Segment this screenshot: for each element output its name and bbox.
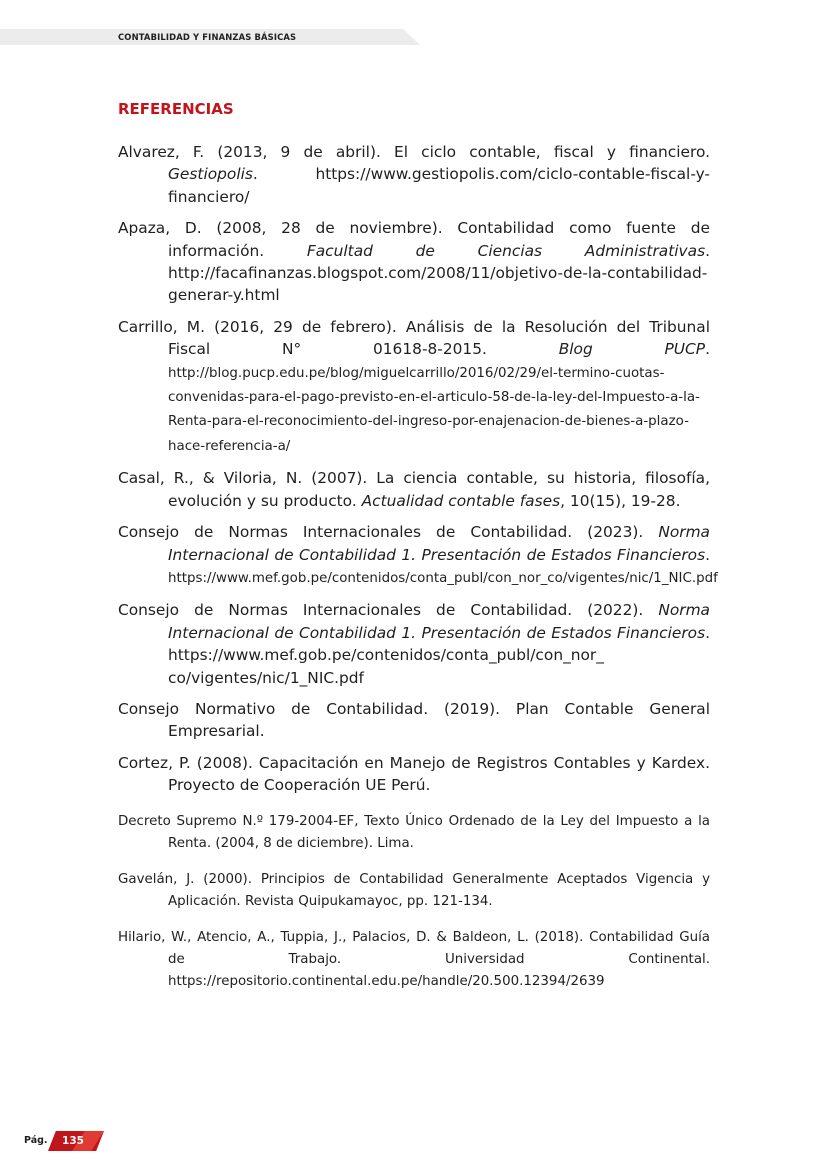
section-title: REFERENCIAS [118,100,234,118]
reference-hilario: Hilario, W., Atencio, A., Tuppia, J., Palacios, D. & Baldeon, L. (2018). Contabilidad Guía de Trabajo. Universidad Continental. https://repositorio.continental.edu.pe/handle/20.500.12394/2639 [118,929,710,989]
page-number-badge [48,1131,104,1151]
reference-gavelan: Gavelán, J. (2000). Principios de Contabilidad Generalmente Aceptados Vigencia y Aplicación. Revista Quipukamayoc, pp. 121-134. [118,871,710,909]
reference-url: http://blog.pucp.edu.pe/blog/miguelcarrillo/2016/02/29/el-termino-cuotas-convenidas-para-el-pago-previsto-en-el-articulo-58-de-la-ley-del-Impuesto-a-la-Renta-para-el-reconocimiento-del-ingreso-por-enajenacion-de-bienes-a-plazo-hace-referencia-a/ [168,365,700,454]
reference-consejo-nic-2022: Consejo de Normas Internacionales de Contabilidad. (2022). Norma Internacional de Contabilidad 1. Presentación de Estados Financieros. https://www.mef.gob.pe/contenidos/conta_publ/con_nor_ co/vigentes/nic/1_NIC.pdf [118,601,710,687]
reference-url: https://repositorio.continental.edu.pe/handle/20.500.12394/2639 [168,973,605,989]
page-number: 135 [62,1135,84,1147]
reference-url: https://www.mef.gob.pe/contenidos/conta_publ/con_nor_co/vigentes/nic/1_NIC.pdf [168,570,718,586]
reference-consejo-nic-2023: Consejo de Normas Internacionales de Contabilidad. (2023). Norma Internacional de Contabilidad 1. Presentación de Estados Financieros. https://www.mef.gob.pe/contenidos/conta_publ/con_nor_co/vigentes/nic/1_NIC.pdf [118,523,718,586]
reference-carrillo: Carrillo, M. (2016, 29 de febrero). Análisis de la Resolución del Tribunal Fiscal N° 01618-8-2015. Blog PUCP. http://blog.pucp.edu.pe/blog/miguelcarrillo/2016/02/29/el-termino-cuotas-convenidas-para-el-pago-previsto-en-el-articulo-58-de-la-ley-del-Impuesto-a-la-Renta-para-el-reconocimiento-del-ingreso-por-enajenacion-de-bienes-a-plazo-hace-referencia-a/ [118,317,710,454]
running-header: CONTABILIDAD Y FINANZAS BÁSICAS [118,32,297,42]
reference-apaza: Apaza, D. (2008, 28 de noviembre). Contabilidad como fuente de información. Facultad de Ciencias Administrativas. http://facafinanzas.blogspot.com/2008/11/objetivo-de-la-contabilidad-generar-y.html [118,219,710,305]
reference-casal: Casal, R., & Viloria, N. (2007). La ciencia contable, su historia, filosofía, evolución y su producto. Actualidad contable fases, 10(15), 19-28. [118,469,710,510]
reference-list [118,141,718,993]
reference-cortez: Cortez, P. (2008). Capacitación en Manejo de Registros Contables y Kardex. Proyecto de Cooperación UE Perú. [118,753,710,795]
reference-alvarez: Alvarez, F. (2013, 9 de abril). El ciclo contable, fiscal y financiero. Gestiopolis. https://www.gestiopolis.com/ciclo-contable-fiscal-y-financiero/ [118,143,710,206]
page-label: Pág. [24,1135,48,1146]
reference-decreto-supremo: Decreto Supremo N.º 179-2004-EF, Texto Único Ordenado de la Ley del Impuesto a la Renta. (2004, 8 de diciembre). Lima. [118,813,710,851]
reference-consejo-normativo: Consejo Normativo de Contabilidad. (2019). Plan Contable General Empresarial. [118,699,710,741]
